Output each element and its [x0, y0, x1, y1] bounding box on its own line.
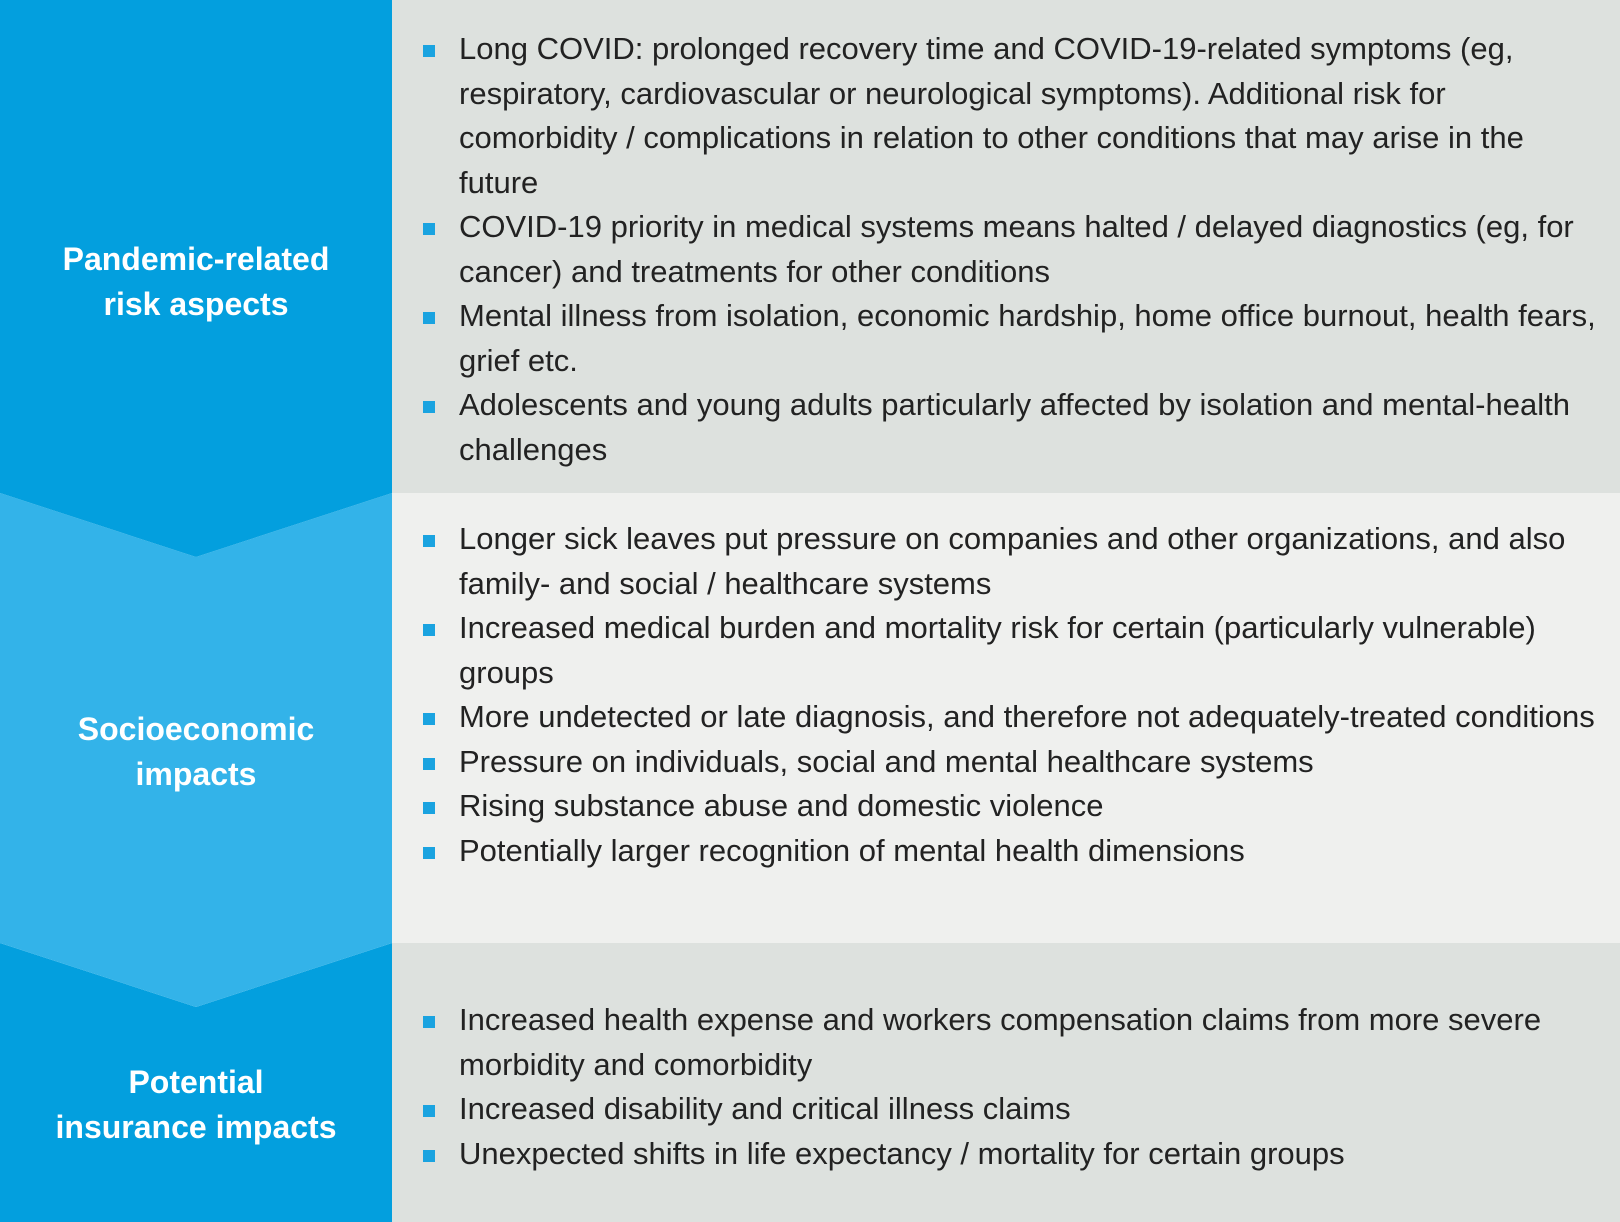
list-item — [392, 695, 1602, 740]
section-label-insurance: Potential insurance impacts — [55, 1064, 337, 1145]
list-item — [392, 998, 1602, 1087]
item-text: Increased disability and critical illness claims — [459, 1091, 1071, 1126]
square-bullet-icon — [423, 223, 435, 235]
square-bullet-icon — [423, 535, 435, 547]
list-item — [392, 829, 1602, 874]
section-content — [392, 493, 1620, 943]
item-text: Pressure on individuals, social and mental healthcare systems — [459, 743, 1314, 779]
item-text: Increased health expense and workers compensation claims from more severe morbidity and comorbidity — [459, 1002, 1542, 1082]
item-text: Increased medical burden and mortality risk for certain (particularly vulnerable) groups — [459, 610, 1536, 690]
bullet-list — [392, 998, 1602, 1176]
list-item — [392, 606, 1602, 695]
square-bullet-icon — [423, 847, 435, 859]
square-bullet-icon — [423, 713, 435, 725]
item-text: Potentially larger recognition of mental health dimensions — [459, 832, 1245, 868]
square-bullet-icon — [423, 624, 435, 636]
item-text: More undetected or late diagnosis, and therefore not adequately-treated conditions — [459, 699, 1595, 734]
list-item — [392, 383, 1602, 472]
item-text: COVID-19 priority in medical systems means halted / delayed diagnostics (eg, for cancer) and treatments for other conditions — [459, 209, 1574, 289]
square-bullet-icon — [423, 1105, 435, 1117]
list-item — [392, 294, 1602, 383]
list-item — [392, 1132, 1602, 1177]
section-content — [392, 943, 1620, 1222]
section-content — [392, 0, 1620, 493]
item-text: Adolescents and young adults particularly affected by isolation and mental-health challenges — [459, 387, 1570, 467]
list-item — [392, 27, 1602, 205]
square-bullet-icon — [423, 45, 435, 57]
square-bullet-icon — [423, 802, 435, 814]
item-text: Rising substance abuse and domestic violence — [459, 788, 1104, 823]
item-text: Longer sick leaves put pressure on companies and other organizations, and also family- and social / healthcare systems — [459, 521, 1566, 601]
square-bullet-icon — [423, 1016, 435, 1028]
item-text: Long COVID: prolonged recovery time and COVID-19-related symptoms (eg, respiratory, cardiovascular or neurological symptoms). Additional risk for comorbidity / complications in relation to other conditions that may arise in the future — [459, 31, 1524, 200]
square-bullet-icon — [423, 312, 435, 324]
square-bullet-icon — [423, 758, 435, 770]
list-item — [392, 784, 1602, 829]
list-item — [392, 740, 1602, 785]
square-bullet-icon — [423, 401, 435, 413]
bullet-list — [392, 27, 1602, 472]
list-item — [392, 1087, 1602, 1132]
bullet-list — [392, 517, 1602, 873]
square-bullet-icon — [423, 1150, 435, 1162]
item-text: Mental illness from isolation, economic hardship, home office burnout, health fears, grief etc. — [459, 298, 1596, 378]
section-label-socioeconomic: Socioeconomic impacts — [77, 711, 315, 792]
list-item — [392, 517, 1602, 606]
list-item — [392, 205, 1602, 294]
chevron-column — [0, 0, 392, 1222]
item-text: Unexpected shifts in life expectancy / mortality for certain groups — [459, 1135, 1345, 1171]
section-label-pandemic: Pandemic-related risk aspects — [62, 241, 330, 322]
